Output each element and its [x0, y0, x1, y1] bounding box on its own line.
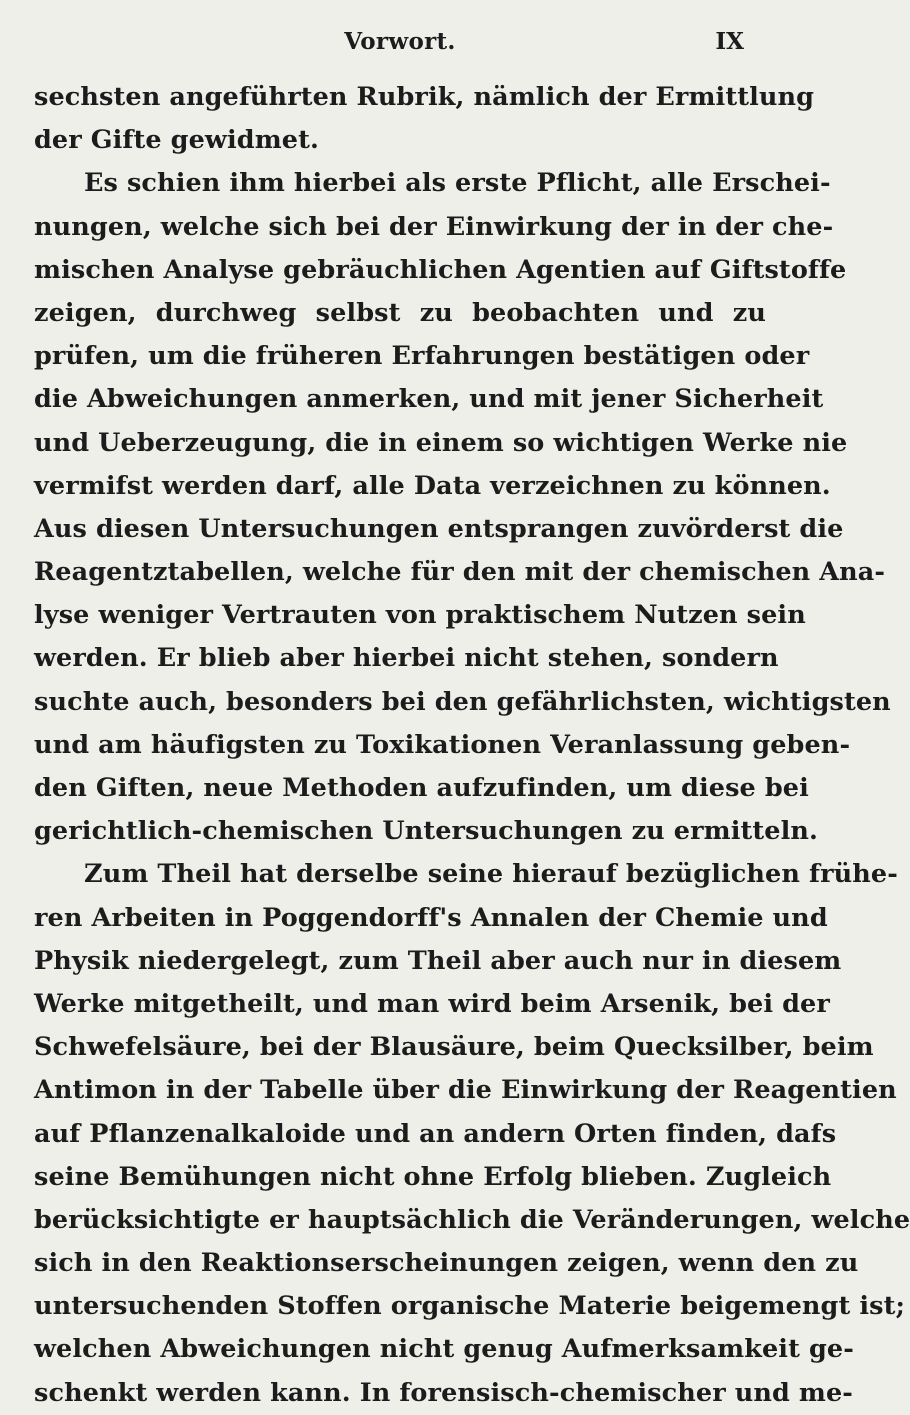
text-line: gerichtlich-chemischen Untersuchungen zu ermitteln.	[34, 816, 819, 847]
text-line: den Giften, neue Methoden aufzufinden, um diese bei	[34, 773, 809, 803]
text-line: schenkt werden kann. In forensisch-chemischer und me-	[34, 1377, 853, 1408]
text-line: Es schien ihm hierbei als erste Pflicht, alle Erschei-	[84, 168, 831, 199]
text-line: welchen Abweichungen nicht genug Aufmerksamkeit ge-	[34, 1334, 854, 1365]
text-line: Aus diesen Untersuchungen entsprangen zuvörderst die	[34, 513, 844, 544]
text-line: die Abweichungen anmerken, und mit jener Sicherheit	[34, 384, 824, 415]
text-line: nungen, welche sich bei der Einwirkung der in der che-	[34, 211, 834, 242]
text-line: und am häufigsten zu Toxikationen Veranlassung geben-	[34, 729, 851, 760]
text-line: Werke mitgetheilt, und man wird beim Arsenik, bei der	[34, 988, 830, 1019]
text-line: seine Bemühungen nicht ohne Erfolg blieben. Zugleich	[34, 1161, 832, 1192]
text-line: berücksichtigte er hauptsächlich die Veränderungen, welche	[34, 1204, 910, 1235]
text-line: sechsten angeführten Rubrik, nämlich der Ermittlung	[34, 82, 815, 112]
text-line: auf Pflanzenalkaloide und an andern Orten finden, dafs	[34, 1118, 837, 1149]
text-line: Physik niedergelegt, zum Theil aber auch nur in diesem	[34, 945, 842, 976]
running-title: Vorwort.	[344, 28, 456, 55]
text-line: vermifst werden darf, alle Data verzeichnen zu können.	[34, 470, 831, 501]
text-line: untersuchenden Stoffen organische Materie beigemengt ist;	[34, 1291, 905, 1322]
text-line: Schwefelsäure, bei der Blausäure, beim Quecksilber, beim	[34, 1032, 874, 1063]
text-line: lyse weniger Vertrauten von praktischem Nutzen sein	[34, 600, 806, 631]
text-line: werden. Er blieb aber hierbei nicht stehen, sondern	[34, 643, 779, 674]
text-line: mischen Analyse gebräuchlichen Agentien auf Giftstoffe	[34, 254, 847, 285]
text-line: der Gifte gewidmet.	[34, 125, 319, 156]
text-line: Zum Theil hat derselbe seine hierauf bezüglichen frühe-	[84, 859, 898, 890]
text-line: und Ueberzeugung, die in einem so wichtigen Werke nie	[34, 427, 848, 458]
text-line: Reagentztabellen, welche für den mit der chemischen Ana-	[34, 557, 886, 588]
text-line: prüfen, um die früheren Erfahrungen bestätigen oder	[34, 341, 810, 372]
text-line: ren Arbeiten in Poggendorff's Annalen der Chemie und	[34, 902, 828, 933]
text-line: zeigen, durchweg selbst zu beobachten und zu	[34, 297, 766, 328]
text-line: sich in den Reaktionserscheinungen zeigen, wenn den zu	[34, 1248, 859, 1279]
body-text	[34, 76, 910, 1415]
running-head	[0, 28, 800, 58]
text-line: Antimon in der Tabelle über die Einwirkung der Reagentien	[34, 1075, 897, 1106]
page-number: IX	[715, 28, 744, 55]
text-line: suchte auch, besonders bei den gefährlichsten, wichtigsten	[34, 686, 891, 717]
